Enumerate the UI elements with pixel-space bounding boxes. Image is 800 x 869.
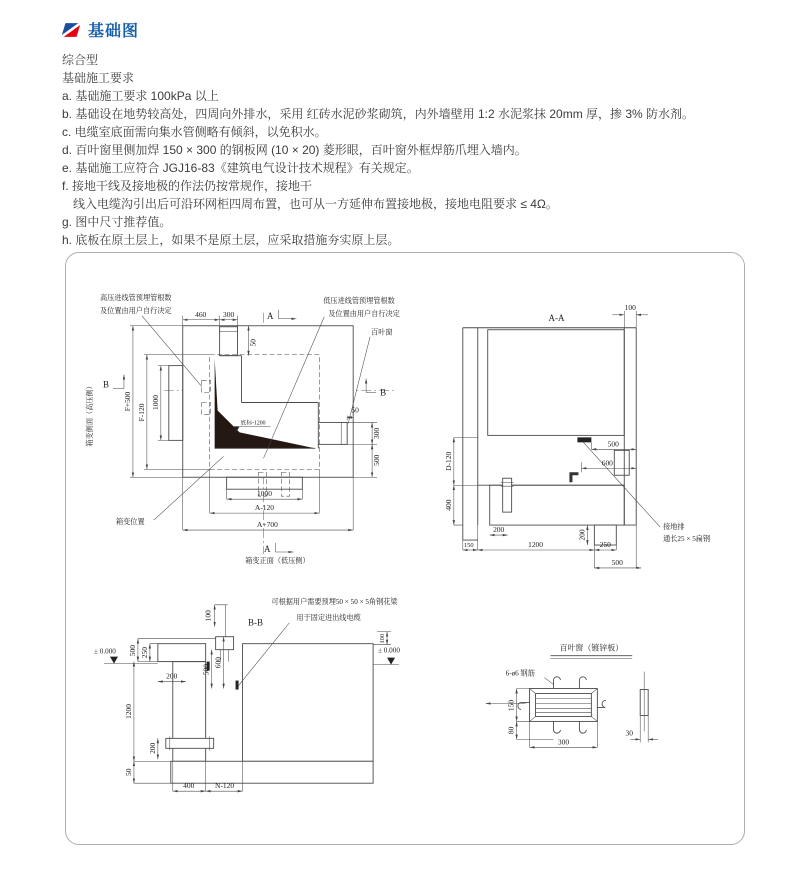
section-bb-title: B-B	[248, 617, 263, 628]
bb-note-leader	[239, 623, 290, 686]
type-label: 综合型	[62, 53, 99, 67]
dim-300-right: 300	[372, 427, 382, 439]
label-beam-note: 可根据用户需要预埋50 × 50 × 5角钢花梁	[271, 597, 398, 606]
foundation-outline	[183, 326, 353, 477]
plan-view-drawing	[85, 293, 400, 565]
dim-n120-bb: N-120	[215, 781, 235, 791]
bb-anchor	[236, 681, 239, 690]
construction-notes	[62, 51, 762, 249]
note-line: a. 基础施工要求 100kPa 以上	[62, 89, 219, 103]
level-left: ± 0.000	[94, 647, 116, 656]
aa-sump-pipe	[503, 478, 512, 512]
louver-detail-drawing	[486, 643, 658, 748]
label-ground-bar: 通长25 × 5扁钢	[663, 535, 711, 544]
bb-base-slab	[171, 761, 373, 783]
level-marker	[110, 657, 118, 664]
note-line: h. 底板在原土层上，如果不是原土层，应采取措施夯实原上层。	[62, 233, 400, 247]
aa-upper-brick-wall	[488, 330, 625, 436]
note-line: b. 基础设在地势较高处，四周向外排水，采用 红砖水泥砂浆砌筑，内外墙壁用 1:2 水泥浆抹 20mm 厚，掺 3% 防水剂。	[62, 107, 695, 121]
dim-200-pipe: 200	[493, 525, 505, 535]
drawing-panel	[65, 252, 745, 845]
level-right: ± 0.000	[378, 646, 400, 655]
dim-400-aa: 400	[443, 499, 453, 511]
dim-a120: A-120	[254, 503, 275, 513]
bb-cap-block	[158, 644, 206, 662]
dim-200-pipe-bb: 200	[147, 742, 157, 754]
level-marker	[387, 658, 395, 665]
louver-slats	[536, 698, 592, 712]
marker-b-right: B	[380, 387, 387, 398]
bb-right-wall	[243, 644, 374, 762]
dim-500-aa: 500	[607, 439, 619, 449]
note-line: d. 百叶窗里侧加焊 150 × 300 的钢板网 (10 × 20) 菱形眼，百叶窗外框焊筋爪埋入墙内。	[62, 143, 527, 157]
dim-f500: F+500	[122, 391, 132, 412]
foundation-drawings	[66, 253, 744, 844]
dim-a700: A+700	[257, 520, 278, 530]
dim-250-aa: 250	[599, 540, 611, 550]
foundation-pad	[227, 477, 303, 489]
dim-100-bb-right: 100	[379, 633, 387, 644]
label-rebar: 6-ø6 钢筋	[505, 669, 535, 678]
marker-b-left: B	[103, 379, 110, 390]
marker-a-top: A	[266, 310, 274, 321]
label-hv-conduit: 高压进线管预埋管根数	[100, 293, 172, 302]
aa-mesh-plate	[577, 437, 591, 442]
requirements-label: 基础施工要求	[62, 71, 135, 85]
note-line: f. 接地干线及接地极的作法仍按常规作，接地干	[62, 179, 313, 193]
note-line: 线入电缆沟引出后可沿环网柜四周布置，也可从一方延伸布置接地极，接地电阻要求 ≤ 4Ω。	[73, 197, 558, 211]
label-hv-side: 箱变侧面（高压侧）	[86, 382, 95, 447]
note-line: c. 电缆室底面需向集水管侧略有倾斜，以免积水。	[62, 125, 327, 139]
aa-louver-section	[614, 450, 629, 475]
dim-500-bottom-aa: 500	[611, 557, 623, 567]
dim-400-bb: 400	[183, 781, 195, 791]
section-bb-drawing	[94, 597, 400, 791]
label-bottom-elev: 底标-1200	[240, 420, 266, 427]
dim-30-louver: 30	[625, 728, 633, 738]
hv-side-window	[169, 366, 183, 441]
dim-150-louver: 150	[506, 699, 516, 712]
dim-150-aa: 150	[463, 542, 474, 550]
label-louver: 百叶窗	[371, 328, 393, 337]
dim-500-right: 500	[372, 454, 382, 466]
section-aa-title: A-A	[548, 312, 565, 323]
dim-50-right: 50	[351, 405, 359, 415]
aa-wall-lines	[463, 328, 636, 540]
label-lv-front: 箱变正面（低压侧）	[245, 556, 310, 565]
aa-ground-leader	[583, 442, 660, 527]
rebar-hooks	[518, 677, 606, 733]
dim-100-bb-left: 100	[203, 610, 213, 622]
dim-200-bb: 200	[166, 671, 178, 681]
label-lv-conduit: 低压进线管预埋管根数	[323, 296, 395, 305]
dim-460: 460	[195, 309, 207, 319]
dim-d120: D-120	[443, 451, 453, 471]
dim-500-mid-bb: 500	[201, 663, 211, 676]
aa-ground-bar-angle	[569, 472, 578, 482]
dim-300-louver: 300	[557, 737, 570, 747]
note-line: e. 基础施工应符合 JGJ16-83《建筑电气设计技术规程》有关规定。	[62, 161, 419, 175]
louver-frame-inner	[536, 694, 592, 717]
dim-1000-left: 1000	[150, 395, 160, 410]
dim-1200-aa: 1200	[528, 540, 544, 550]
dim-f120: F-120	[136, 403, 146, 422]
label-box-position: 箱变位置	[115, 518, 145, 527]
dim-100-aa: 100	[624, 302, 636, 312]
section-aa-drawing	[444, 303, 710, 568]
dim-80-louver: 80	[506, 726, 516, 735]
dim-600-aa: 600	[601, 458, 613, 468]
label-beam-note: 用于固定进出线电缆	[296, 613, 361, 622]
dim-600-bb: 600	[213, 657, 223, 669]
louver-title: 百叶窗（镀锌板）	[559, 643, 624, 653]
section-marker-icon	[60, 21, 82, 39]
label-lv-conduit: 及位置由用户自行决定	[328, 309, 400, 318]
dim-300: 300	[222, 309, 235, 319]
dim-1000-bottom: 1000	[257, 489, 272, 499]
label-ground-bar: 接地排	[663, 523, 685, 532]
dim-50-bb: 50	[123, 768, 133, 776]
dim-50-top: 50	[248, 338, 258, 347]
marker-a-bottom: A	[263, 543, 271, 554]
dim-250-bb: 250	[139, 647, 149, 659]
bb-angle-beam	[216, 637, 234, 650]
dim-200-block: 200	[577, 529, 587, 541]
dim-1200-bb: 1200	[123, 703, 133, 719]
label-hv-conduit: 及位置由用户自行决定	[100, 306, 172, 315]
dim-500-bb: 500	[127, 645, 137, 657]
note-line: g. 图中尺寸推荐值。	[62, 215, 172, 229]
page-title: 基础图	[88, 23, 140, 40]
bb-cable-pipe	[166, 738, 214, 748]
page-header	[60, 18, 139, 41]
